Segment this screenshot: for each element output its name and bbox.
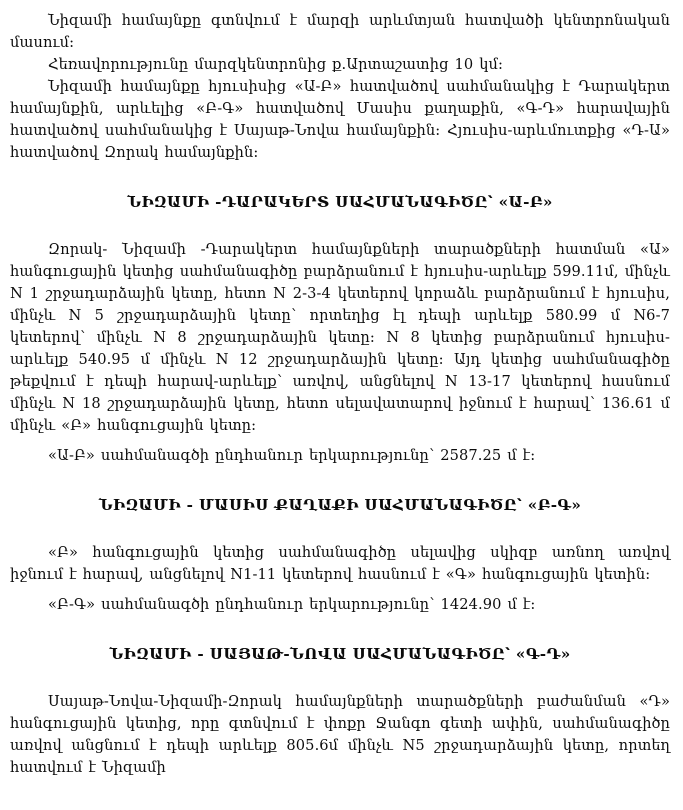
section-ab-total-length: «Ա-Բ» սահմանագծի ընդհանուր երկարությունը՝ 2587.25 մ է։ — [48, 447, 536, 464]
intro-paragraph-distance: Հեռավորությունը մարզկենտրոնից ք.Արտաշատից 10 կմ։ — [48, 56, 504, 73]
intro-paragraph-location: Նիզամի համայնքը գտնվում է մարզի արևմտյան հատվածի կենտրոնական մասում։ — [10, 12, 670, 51]
section-heading-ab: ՆԻԶԱՄԻ -ԴԱՐԱԿԵՐՏ ՍԱՀՄԱՆԱԳԻԾԸ՝ «Ա-Բ» — [127, 193, 553, 211]
section-bg-total-length: «Բ-Գ» սահմանագծի ընդհանուր երկարությունը՝ 1424.90 մ է։ — [48, 596, 536, 613]
section-bg-body: «Բ» հանգուցային կետից սահմանագիծը սելավից սկիզբ առնող առվով իջնում է հարավ, անցնելով N1-11 կետերով հասնում է «Գ» հանգուցային կետին։ — [10, 544, 670, 583]
intro-paragraph-neighbors: Նիզամի համայնքը հյուսիսից «Ա-Բ» հատվածով սահմանակից է Դարակերտ համայնքին, արևելից «Բ-Գ» հատվածով Մասիս քաղաքին, «Գ-Դ» հարավային հատվածով սահմանակից է Սայաթ-Նովա համայնքին։ Հյուսիս-արևմուտքից «Դ-Ա» հատվածով Զորակ համայնքին։ — [10, 78, 670, 161]
section-ab-body: Զորակ- Նիզամի -Դարակերտ համայնքների տարածքների հատման «Ա» հանգուցային կետից սահմանագիծը բարձրանում է հյուսիս-արևելք 599.11մ, մինչև N 1 շրջադարձային կետը, հետո N 2-3-4 կետերով կորաձև բարձրանում է հյուսիս, մինչև N 5 շրջադարձային կետը՝ որտեղից էլ դեպի արևելք 580.99 մ N6-7 կետերով՝ մինչև N 8 շրջադարձային կետը։ N 8 կետից բարձրանում հյուսիս-արևելք 540.95 մ մինչև N 12 շրջադարձային կետը։ Այդ կետից սահմանագիծը թեքվում է դեպի հարավ-արևելք՝ առվով, անցնելով N 13-17 կետերով հասնում մինչև N 18 շրջադարձային կետը, հետո սելավատարով իջնում է հարավ՝ 136.61 մ մինչև «Բ» հանգուցային կետը։ — [10, 241, 670, 434]
section-heading-gd: ՆԻԶԱՄԻ - ՍԱՅԱԹ-ՆՈՎԱ ՍԱՀՄԱՆԱԳԻԾԸ՝ «Գ-Դ» — [109, 645, 571, 663]
section-heading-bg: ՆԻԶԱՄԻ - ՄԱՍԻՍ ՔԱՂԱՔԻ ՍԱՀՄԱՆԱԳԻԾԸ՝ «Բ-Գ» — [98, 496, 582, 514]
section-gd-body: Սայաթ-Նովա-Նիզամի-Զորակ համայնքների տարածքների բաժանման «Դ» հանգուցային կետից, որը գտնվում է փոքր Ջանգո գետի ափին, սահմանագիծը առվով անցնում է դեպի արևելք 805.6մ մինչև N5 շրջադարձային կետը, որտեղ հատվում է Նիզամի — [10, 693, 670, 776]
